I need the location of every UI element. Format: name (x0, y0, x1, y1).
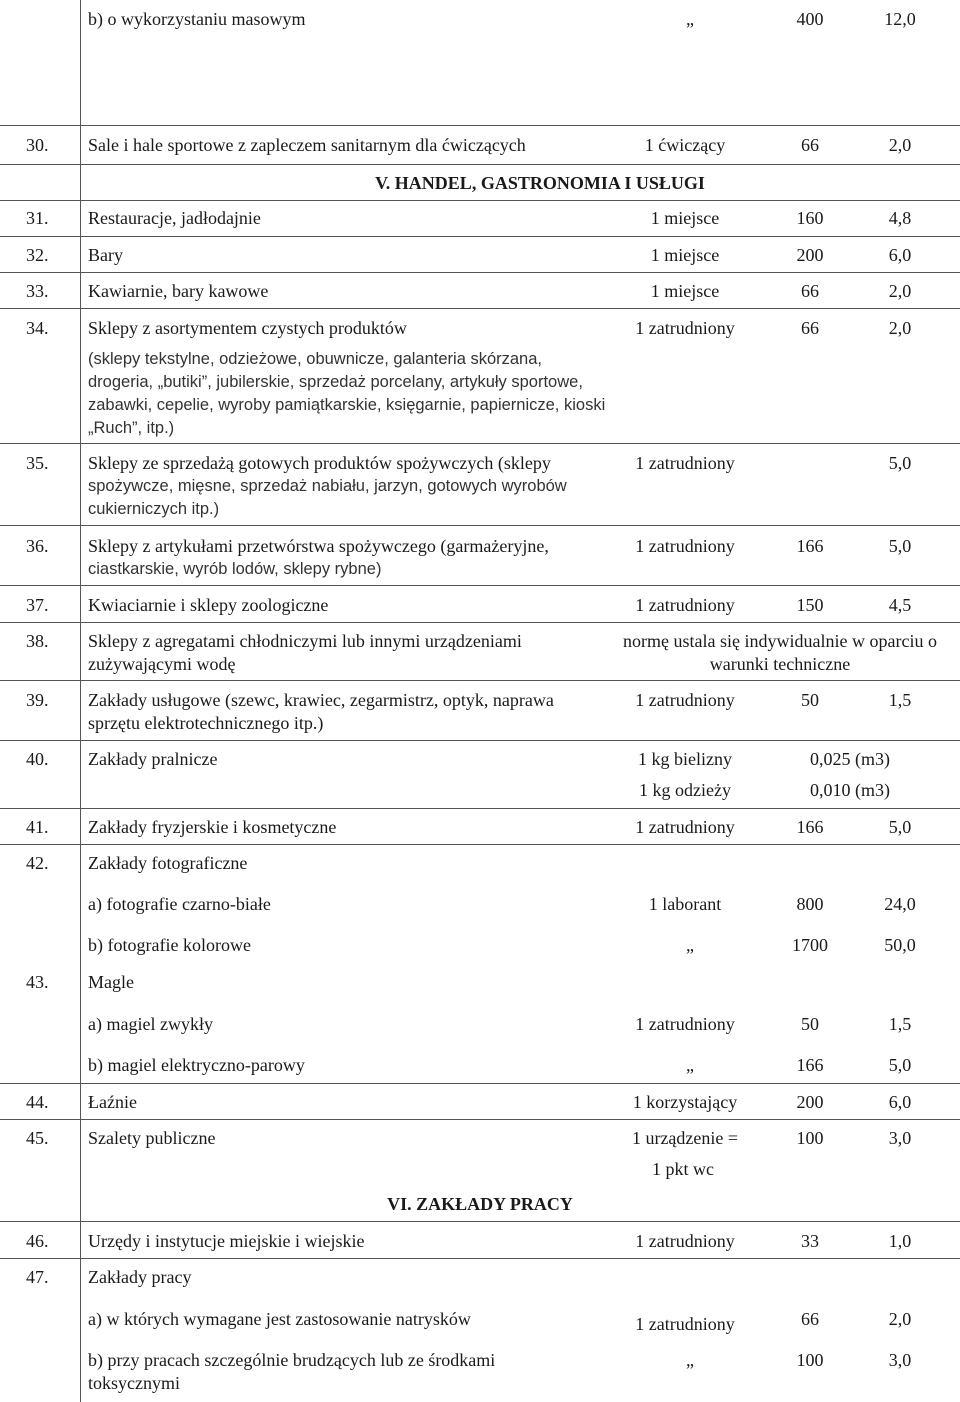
item-qty-1: 66 (801, 135, 819, 155)
item-qty-2: 5,0 (888, 817, 912, 837)
item-name: Sklepy z agregatami chłodniczymi lub innymi urządzeniami zużywającymi wodę (88, 631, 522, 674)
item-unit: 1 zatrudniony (635, 595, 735, 615)
item-unit: 1 miejsce (650, 245, 720, 265)
item-number: 34. (26, 318, 49, 338)
item-unit: 1 zatrudniony (635, 318, 735, 338)
item-unit: 1 zatrudniony (635, 1014, 735, 1034)
item-qty-1: 66 (801, 318, 819, 338)
item-name: Szalety publiczne (88, 1128, 216, 1148)
item-number: 44. (26, 1092, 49, 1112)
item-name: a) magiel zwykły (88, 1014, 213, 1034)
item-qty-2: 3,0 (888, 1350, 912, 1370)
row-divider (0, 585, 960, 586)
item-unit: 1 urządzenie = (631, 1128, 739, 1148)
item-number: 42. (26, 853, 49, 873)
item-qty-2: 24,0 (884, 894, 916, 914)
item-number: 46. (26, 1231, 49, 1251)
item-name: a) w których wymagane jest zastosowanie natrysków (88, 1309, 471, 1329)
item-qty-1: 800 (796, 894, 824, 914)
item-name: Zakłady fotograficzne (88, 853, 248, 873)
item-name: Sklepy z artykułami przetwórstwa spożywczego (garmażeryjne, (88, 536, 549, 556)
item-number: 35. (26, 453, 49, 473)
row-divider (0, 622, 960, 623)
item-name: Kwiaciarnie i sklepy zoologiczne (88, 595, 329, 615)
item-note: normę ustala się indywidualnie w oparciu o warunki techniczne (623, 631, 937, 674)
row-divider (0, 808, 960, 809)
item-name: Kawiarnie, bary kawowe (88, 281, 269, 301)
row-divider (0, 236, 960, 237)
section-heading: VI. ZAKŁADY PRACY (387, 1194, 573, 1214)
item-unit: 1 kg odzieży (639, 780, 731, 800)
item-name: Urzędy i instytucje miejskie i wiejskie (88, 1231, 365, 1251)
item-number: 39. (26, 690, 49, 710)
item-name: Sale i hale sportowe z zapleczem sanitarnym dla ćwiczących (88, 135, 526, 155)
item-qty-2: 6,0 (888, 245, 912, 265)
item-number: 30. (26, 135, 49, 155)
item-qty-1: 66 (801, 1309, 819, 1329)
item-qty-2: 1,5 (888, 1014, 912, 1034)
item-unit: „ (686, 9, 694, 29)
item-name: a) fotografie czarno-białe (88, 894, 271, 914)
item-unit: 1 zatrudniony (635, 817, 735, 837)
item-unit: 1 zatrudniony (635, 1231, 735, 1251)
item-qty-2: 2,0 (888, 1309, 912, 1329)
item-qty-2: 4,8 (888, 208, 912, 228)
item-name: b) o wykorzystaniu masowym (88, 9, 306, 29)
row-divider (0, 443, 960, 444)
item-qty-1: 200 (796, 1092, 824, 1112)
item-number: 47. (26, 1267, 49, 1287)
row-divider (0, 1119, 960, 1120)
item-description: (sklepy tekstylne, odzieżowe, obuwnicze, galanteria skórzana, drogeria, „butiki”, jubilerskie, sprzedaż porcelany, artykuły sportowe, zabawki, cepelie, wyroby pamiątkarskie, księgarnie, papiernicze, kioski „Ruch”, itp.) (88, 350, 606, 437)
row-divider (0, 1083, 960, 1084)
item-number: 40. (26, 749, 49, 769)
item-unit: 1 zatrudniony (635, 690, 735, 710)
column-divider (80, 0, 81, 1402)
item-qty-2: 2,0 (888, 281, 912, 301)
item-name: b) fotografie kolorowe (88, 935, 251, 955)
item-qty-1: 50 (801, 1014, 819, 1034)
row-divider (0, 272, 960, 273)
item-qty-2: 5,0 (888, 453, 912, 473)
item-name: Zakłady pracy (88, 1267, 192, 1287)
item-unit: 1 miejsce (650, 281, 720, 301)
item-number: 32. (26, 245, 49, 265)
row-divider (0, 525, 960, 526)
item-qty-2: 1,0 (888, 1231, 912, 1251)
item-qty-2: 50,0 (884, 935, 916, 955)
item-qty-2: 6,0 (888, 1092, 912, 1112)
item-name: b) magiel elektryczno-parowy (88, 1055, 305, 1075)
item-qty-1: 166 (796, 1055, 824, 1075)
row-divider (0, 200, 960, 201)
section-heading: V. HANDEL, GASTRONOMIA I USŁUGI (375, 173, 705, 193)
item-name: Bary (88, 245, 123, 265)
item-description: spożywcze, mięsne, sprzedaż nabiału, jarzyn, gotowych wyrobów cukierniczych itp.) (88, 477, 567, 518)
item-qty-1: 400 (796, 9, 824, 29)
item-qty-1: 166 (796, 817, 824, 837)
item-name: Restauracje, jadłodajnie (88, 208, 261, 228)
item-name: Łaźnie (88, 1092, 137, 1112)
item-qty-1: 160 (796, 208, 824, 228)
row-divider (0, 125, 960, 126)
item-qty-1: 166 (796, 536, 824, 556)
item-qty-1: 150 (796, 595, 824, 615)
item-name: Zakłady fryzjerskie i kosmetyczne (88, 817, 337, 837)
item-name: b) przy pracach szczególnie brudzących lub ze środkami toksycznymi (88, 1350, 496, 1393)
item-qty-1: 1700 (792, 935, 828, 955)
item-qty-1: 33 (801, 1231, 819, 1251)
item-unit: 1 kg bielizny (638, 749, 732, 769)
item-unit: „ (686, 935, 694, 955)
item-qty-1: 100 (796, 1350, 824, 1370)
item-qty-1: 66 (801, 281, 819, 301)
item-qty-2: 12,0 (884, 9, 916, 29)
item-number: 37. (26, 595, 49, 615)
item-number: 36. (26, 536, 49, 556)
item-description: ciastkarskie, wyrób lodów, sklepy rybne) (88, 560, 382, 578)
row-divider (0, 740, 960, 741)
item-name: Sklepy z asortymentem czystych produktów (88, 318, 407, 338)
item-unit: 1 miejsce (650, 208, 720, 228)
item-value: 0,025 (m3) (810, 749, 890, 769)
item-qty-1: 200 (796, 245, 824, 265)
item-qty-2: 2,0 (888, 135, 912, 155)
item-unit: 1 pkt wc (652, 1159, 714, 1179)
row-divider (0, 844, 960, 845)
row-divider (0, 164, 960, 165)
item-name: Zakłady usługowe (szewc, krawiec, zegarmistrz, optyk, naprawa sprzętu elektrotechnicznego itp.) (88, 690, 554, 733)
item-number: 31. (26, 208, 49, 228)
row-divider (0, 308, 960, 309)
item-unit: „ (686, 1350, 694, 1370)
item-number: 33. (26, 281, 49, 301)
item-unit: 1 laborant (648, 894, 722, 914)
item-unit: 1 zatrudniony (635, 453, 735, 473)
item-name: Magle (88, 972, 134, 992)
item-qty-1: 100 (796, 1128, 824, 1148)
item-unit: „ (686, 1055, 694, 1075)
item-unit: 1 korzystający (632, 1092, 738, 1112)
item-name: Zakłady pralnicze (88, 749, 218, 769)
item-value: 0,010 (m3) (810, 780, 890, 800)
row-divider (0, 680, 960, 681)
item-unit: 1 zatrudniony (635, 1314, 735, 1334)
item-qty-1: 50 (801, 690, 819, 710)
row-divider (0, 1258, 960, 1259)
item-qty-2: 3,0 (888, 1128, 912, 1148)
item-name: Sklepy ze sprzedażą gotowych produktów spożywczych (sklepy (88, 453, 551, 473)
item-number: 45. (26, 1128, 49, 1148)
item-number: 38. (26, 631, 49, 651)
item-qty-2: 1,5 (888, 690, 912, 710)
item-qty-2: 4,5 (888, 595, 912, 615)
item-number: 41. (26, 817, 49, 837)
item-qty-2: 5,0 (888, 1055, 912, 1075)
item-unit: 1 zatrudniony (635, 536, 735, 556)
item-qty-2: 2,0 (888, 318, 912, 338)
item-qty-2: 5,0 (888, 536, 912, 556)
item-unit: 1 ćwiczący (644, 135, 726, 155)
row-divider (0, 1221, 960, 1222)
item-number: 43. (26, 972, 49, 992)
